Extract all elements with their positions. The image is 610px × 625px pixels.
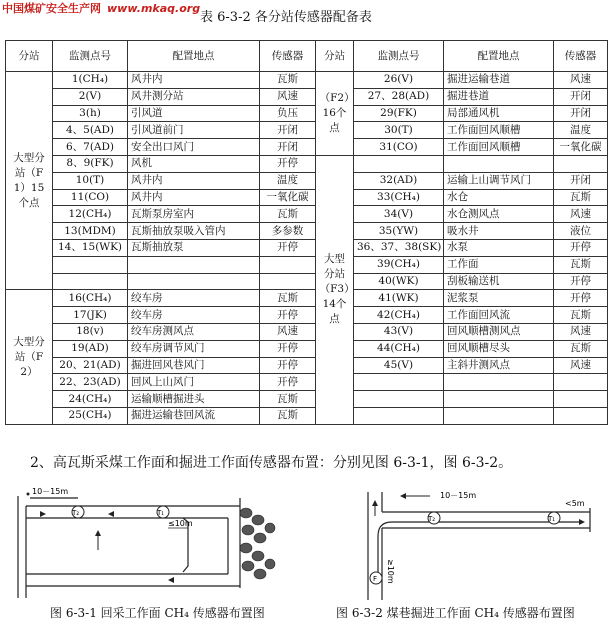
- left-location-cell: 瓦斯抽放泵吸入管内: [128, 223, 260, 240]
- right-point-number-cell: 42(CH₄): [354, 307, 444, 324]
- right-location-cell: 掘进运输巷道: [444, 72, 554, 89]
- left-sensor-type-cell: 负压: [260, 105, 316, 122]
- table-row: [6, 223, 608, 240]
- right-sensor-type-cell: 开闭: [554, 105, 608, 122]
- left-location-cell: 掘进运输巷回风流: [128, 407, 260, 424]
- right-location-cell: [444, 391, 554, 408]
- left-location-cell: 绞车房调节风门: [128, 340, 260, 357]
- right-location-cell: 吸水井: [444, 223, 554, 240]
- right-location-cell: 主斜井测风点: [444, 357, 554, 374]
- left-location-cell: 风井内: [128, 189, 260, 206]
- table-row: [6, 290, 608, 307]
- right-location-cell: 水仓测风点: [444, 206, 554, 223]
- left-sensor-type-cell: 开停: [260, 155, 316, 172]
- left-point-number-cell: 19(AD): [53, 340, 128, 357]
- right-sensor-type-cell: 开停: [554, 273, 608, 290]
- left-sensor-type-cell: 开停: [260, 357, 316, 374]
- left-location-cell: [128, 273, 260, 290]
- left-point-number-cell: 12(CH₄): [53, 206, 128, 223]
- right-location-cell: 运输上山调节风门: [444, 172, 554, 189]
- left-sensor-type-cell: 温度: [260, 172, 316, 189]
- right-sensor-type-cell: 风速: [554, 72, 608, 89]
- section-text: 2、高瓦斯采煤工作面和掘进工作面传感器布置：分别见图 6-3-1，图 6-3-2。: [30, 455, 513, 471]
- right-point-number-cell: 27、28(AD): [354, 88, 444, 105]
- left-point-number-cell: 6、7(AD): [53, 139, 128, 156]
- left-location-cell: 风井内: [128, 72, 260, 89]
- left-sensor-type-cell: 一氧化碳: [260, 189, 316, 206]
- right-sensor-type-cell: 开闭: [554, 88, 608, 105]
- left-sensor-type-cell: [260, 256, 316, 273]
- left-sensor-type-cell: 风速: [260, 88, 316, 105]
- table-row: [6, 189, 608, 206]
- left-sensor-type-cell: 开闭: [260, 139, 316, 156]
- right-location-cell: [444, 407, 554, 424]
- table-header-cell: 传感器: [554, 41, 608, 72]
- right-location-cell: [444, 155, 554, 172]
- right-location-cell: 工作面回风顺槽: [444, 139, 554, 156]
- left-point-number-cell: 10(T): [53, 172, 128, 189]
- table-row: [6, 239, 608, 256]
- left-sensor-type-cell: 瓦斯: [260, 290, 316, 307]
- left-sensor-type-cell: 开停: [260, 340, 316, 357]
- table-header-row: [6, 41, 608, 72]
- right-station-label: 大型分站（F3）14个点: [316, 155, 354, 424]
- table-row: [6, 172, 608, 189]
- right-sensor-type-cell: 瓦斯: [554, 189, 608, 206]
- left-point-number-cell: 4、5(AD): [53, 122, 128, 139]
- figure-2-diagram: [340, 484, 602, 602]
- left-location-cell: 瓦斯抽放泵: [128, 239, 260, 256]
- left-point-number-cell: 20、21(AD): [53, 357, 128, 374]
- left-location-cell: 安全出口风门: [128, 139, 260, 156]
- table-caption: 表 6-3-2 各分站传感器配备表: [200, 10, 372, 25]
- left-point-number-cell: 25(CH₄): [53, 407, 128, 424]
- left-point-number-cell: [53, 256, 128, 273]
- right-sensor-type-cell: 液位: [554, 223, 608, 240]
- left-point-number-cell: 2(V): [53, 88, 128, 105]
- right-sensor-type-cell: 开闭: [554, 172, 608, 189]
- table-header-cell: 分站: [6, 41, 53, 72]
- left-sensor-type-cell: 开闭: [260, 122, 316, 139]
- table-row: [6, 72, 608, 89]
- table-row: [6, 256, 608, 273]
- site-watermark: [2, 0, 200, 16]
- right-location-cell: 局部通风机: [444, 105, 554, 122]
- left-location-cell: 瓦斯泵房室内: [128, 206, 260, 223]
- right-point-number-cell: 40(WK): [354, 273, 444, 290]
- left-sensor-type-cell: 多参数: [260, 223, 316, 240]
- table-row: [6, 323, 608, 340]
- table-row: [6, 407, 608, 424]
- table-row: [6, 122, 608, 139]
- right-point-number-cell: 41(WK): [354, 290, 444, 307]
- left-location-cell: 绞车房测风点: [128, 323, 260, 340]
- left-point-number-cell: 1(CH₄): [53, 72, 128, 89]
- left-location-cell: 风机: [128, 155, 260, 172]
- figure-2-caption: 图 6-3-2 煤巷掘进工作面 CH₄ 传感器布置图: [336, 606, 575, 620]
- right-sensor-type-cell: 风速: [554, 206, 608, 223]
- right-location-cell: 工作面: [444, 256, 554, 273]
- right-location-cell: 回风顺槽测风点: [444, 323, 554, 340]
- left-point-number-cell: 11(CO): [53, 189, 128, 206]
- left-point-number-cell: 3(h): [53, 105, 128, 122]
- table-row: [6, 105, 608, 122]
- right-point-number-cell: 35(YW): [354, 223, 444, 240]
- right-sensor-type-cell: 风速: [554, 323, 608, 340]
- left-point-number-cell: 13(MDM): [53, 223, 128, 240]
- left-sensor-type-cell: 开停: [260, 307, 316, 324]
- table-row: [6, 155, 608, 172]
- table-header-cell: 监测点号: [354, 41, 444, 72]
- table-header-cell: 传感器: [260, 41, 316, 72]
- right-point-number-cell: 44(CH₄): [354, 340, 444, 357]
- right-point-number-cell: 32(AD): [354, 172, 444, 189]
- left-location-cell: 风井测分站: [128, 88, 260, 105]
- left-sensor-type-cell: 开停: [260, 374, 316, 391]
- right-sensor-type-cell: 瓦斯: [554, 340, 608, 357]
- fig2-sensor-t1: T₁: [548, 515, 556, 523]
- left-sensor-type-cell: [260, 273, 316, 290]
- right-location-cell: 掘进巷道: [444, 88, 554, 105]
- right-sensor-type-cell: [554, 391, 608, 408]
- right-point-number-cell: 39(CH₄): [354, 256, 444, 273]
- table-row: [6, 357, 608, 374]
- watermark-url: www.mkaq.org: [107, 2, 201, 15]
- right-point-number-cell: 31(CO): [354, 139, 444, 156]
- right-point-number-cell: [354, 374, 444, 391]
- fig1-sensor-t2: T₂: [72, 509, 80, 517]
- left-point-number-cell: 8、9(FK): [53, 155, 128, 172]
- fig2-fan-label: F: [373, 575, 378, 583]
- right-sensor-type-cell: 风速: [554, 357, 608, 374]
- right-point-number-cell: 26(V): [354, 72, 444, 89]
- left-point-number-cell: 14、15(WK): [53, 239, 128, 256]
- right-location-cell: 工作面回风顺槽: [444, 122, 554, 139]
- right-location-cell: 泥浆泵: [444, 290, 554, 307]
- left-location-cell: 引风道: [128, 105, 260, 122]
- fig1-dimension-1: 10－15m: [32, 487, 69, 496]
- right-sensor-type-cell: [554, 155, 608, 172]
- watermark-site-name: 中国煤矿安全生产网: [2, 2, 101, 15]
- right-sensor-type-cell: 开停: [554, 290, 608, 307]
- table-row: [6, 88, 608, 105]
- table-header-cell: 配置地点: [128, 41, 260, 72]
- right-point-number-cell: 43(V): [354, 323, 444, 340]
- table-header-cell: 分站: [316, 41, 354, 72]
- right-location-cell: 刮板输送机: [444, 273, 554, 290]
- left-location-cell: 引风道前门: [128, 122, 260, 139]
- right-sensor-type-cell: [554, 407, 608, 424]
- left-point-number-cell: 22、23(AD): [53, 374, 128, 391]
- fig1-sensor-t1: T₁: [157, 509, 165, 517]
- right-point-number-cell: [354, 407, 444, 424]
- figure-1-diagram: [8, 478, 298, 600]
- left-point-number-cell: [53, 273, 128, 290]
- right-station-label: （F2）16个点: [316, 72, 354, 156]
- left-location-cell: 回风上山风门: [128, 374, 260, 391]
- left-point-number-cell: 18(v): [53, 323, 128, 340]
- table-row: [6, 139, 608, 156]
- fig2-vertical-dimension: ≥10m: [386, 559, 395, 584]
- left-point-number-cell: 16(CH₄): [53, 290, 128, 307]
- table-header-cell: 配置地点: [444, 41, 554, 72]
- left-location-cell: [128, 256, 260, 273]
- right-point-number-cell: [354, 155, 444, 172]
- right-point-number-cell: 34(V): [354, 206, 444, 223]
- left-point-number-cell: 24(CH₄): [53, 391, 128, 408]
- right-sensor-type-cell: 瓦斯: [554, 256, 608, 273]
- left-location-cell: 绞车房: [128, 307, 260, 324]
- left-sensor-type-cell: 瓦斯: [260, 391, 316, 408]
- table-row: [6, 307, 608, 324]
- left-station-label: 大型分站（F1）15个点: [6, 72, 53, 290]
- fig2-sensor-t2: T₂: [428, 515, 436, 523]
- left-location-cell: 绞车房: [128, 290, 260, 307]
- right-location-cell: 回风顺槽尽头: [444, 340, 554, 357]
- right-point-number-cell: 30(T): [354, 122, 444, 139]
- right-sensor-type-cell: 一氧化碳: [554, 139, 608, 156]
- table-row: [6, 206, 608, 223]
- right-point-number-cell: 33(CH₄): [354, 189, 444, 206]
- left-sensor-type-cell: 瓦斯: [260, 206, 316, 223]
- right-location-cell: [444, 374, 554, 391]
- right-point-number-cell: [354, 391, 444, 408]
- table-row: [6, 391, 608, 408]
- left-sensor-type-cell: 瓦斯: [260, 72, 316, 89]
- right-location-cell: 工作面回风流: [444, 307, 554, 324]
- left-sensor-type-cell: 瓦斯: [260, 407, 316, 424]
- left-sensor-type-cell: 风速: [260, 323, 316, 340]
- fig1-dimension-2: ≤10m: [168, 519, 193, 528]
- right-sensor-type-cell: 瓦斯: [554, 307, 608, 324]
- right-point-number-cell: 29(FK): [354, 105, 444, 122]
- figure-1-caption: 图 6-3-1 回采工作面 CH₄ 传感器布置图: [50, 606, 265, 620]
- table-row: [6, 273, 608, 290]
- right-location-cell: 水泵: [444, 239, 554, 256]
- fig2-dimension-1: 10－15m: [440, 491, 477, 500]
- left-station-label: 大型分站（F2）: [6, 290, 53, 424]
- right-location-cell: 水仓: [444, 189, 554, 206]
- left-point-number-cell: 17(JK): [53, 307, 128, 324]
- right-sensor-type-cell: 开停: [554, 239, 608, 256]
- right-point-number-cell: 36、37、38(SK): [354, 239, 444, 256]
- left-location-cell: 运输顺槽掘进头: [128, 391, 260, 408]
- right-sensor-type-cell: 温度: [554, 122, 608, 139]
- sensor-table: [5, 40, 608, 425]
- right-point-number-cell: 45(V): [354, 357, 444, 374]
- table-row: [6, 374, 608, 391]
- fig2-dimension-2: <5m: [565, 499, 585, 508]
- left-location-cell: 风井内: [128, 172, 260, 189]
- left-sensor-type-cell: 开停: [260, 239, 316, 256]
- table-row: [6, 340, 608, 357]
- left-location-cell: 掘进回风巷风门: [128, 357, 260, 374]
- table-header-cell: 监测点号: [53, 41, 128, 72]
- right-sensor-type-cell: [554, 374, 608, 391]
